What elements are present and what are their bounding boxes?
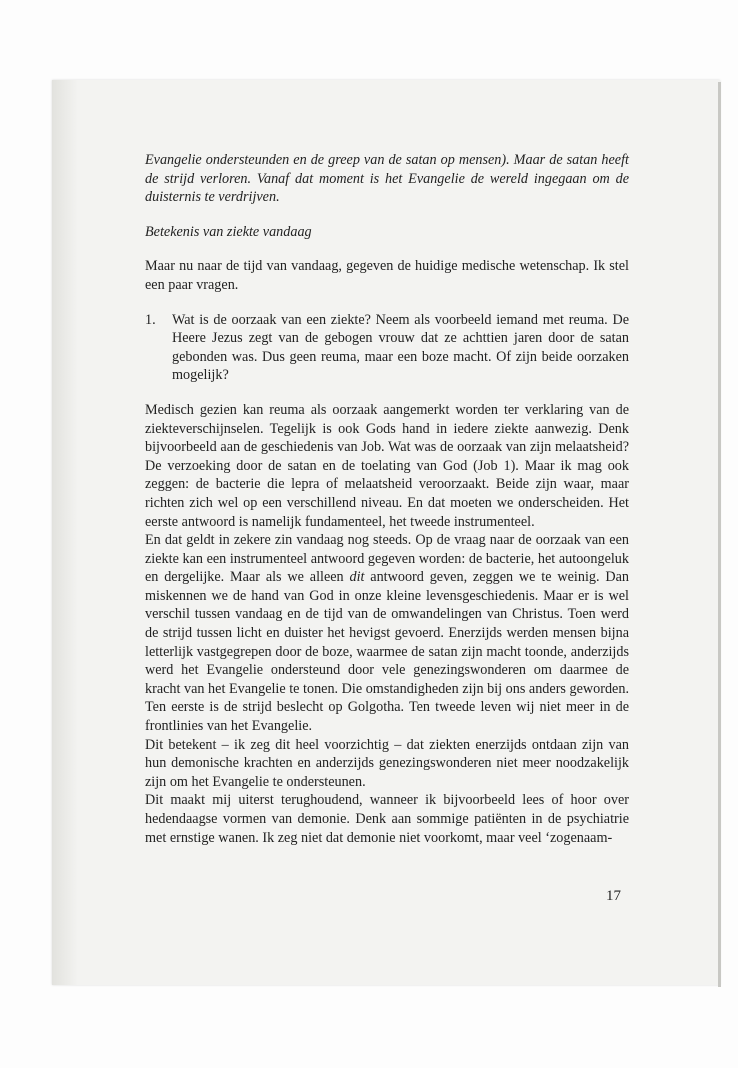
list-item xyxy=(145,311,629,385)
list-item-number: 1. xyxy=(145,311,156,328)
page-spine-shadow xyxy=(52,80,78,985)
page-body xyxy=(145,151,629,847)
paragraph-4: Dit betekent – ik zeg dit heel voorzichtig – dat ziekten enerzijds ontdaan zijn van hun demonische krachten en anderzijds genezingswonderen niet meer noodzakelijk zijn om het Evangelie te ondersteunen. xyxy=(145,736,629,790)
paragraph-3 xyxy=(145,531,629,736)
paragraph-5: Dit maakt mij uiterst terughoudend, wanneer ik bijvoorbeeld lees of hoor over hedendaagse vormen van demonie. Denk aan sommige patiënten in de psychiatrie met ernstige wanen. Ik zeg niet dat demonie niet voorkomt, maar veel ‘zogenaam- xyxy=(145,792,629,846)
paragraph-3-emphasis: dit xyxy=(349,569,365,586)
intro-italic-paragraph: Evangelie ondersteunden en de greep van de satan op mensen). Maar de satan heeft de strijd verloren. Vanaf dat moment is het Evangelie de wereld ingegaan om de duisternis te verdrijven. xyxy=(145,152,629,206)
paragraph-3-before: En dat geldt in zekere zin vandaag nog steeds. Op de vraag naar de oorzaak van een ziekte kan een instrumenteel antwoord gegeven worden: de bacterie, het autoongeluk en dergelijke. Maar als we alleen xyxy=(145,532,629,586)
paragraph-1: Maar nu naar de tijd van vandaag, gegeven de huidige medische wetenschap. Ik stel een paar vragen. xyxy=(145,258,629,293)
list-item-text: Wat is de oorzaak van een ziekte? Neem als voorbeeld iemand met reuma. De Heere Jezus zegt van de gebogen vrouw dat ze achttien jaren door de satan gebonden was. Dus geen reuma, maar een boze macht. Of zijn beide oorzaken mogelijk? xyxy=(172,311,629,384)
paragraph-3-after: antwoord geven, zeggen we te weinig. Dan miskennen we de hand van God in onze kleine levensgeschiedenis. Maar er is wel verschil tussen vandaag en de tijd van de omwandelingen van Christus. Toen werd de strijd tussen licht en duister het hevigst gevoerd. Enerzijds werden mensen bijna letterlijk vastgegrepen door de boze, waarmee de satan zijn macht toonde, anderzijds werd het Evangelie ondersteund door vele genezingswonderen om daarmee de kracht van het Evangelie te tonen. Die omstandigheden zijn bij ons anders geworden. Ten eerste is de strijd beslecht op Golgotha. Ten tweede leven wij niet meer in de frontlinies van het Evangelie. xyxy=(145,569,629,735)
page-number: 17 xyxy=(606,888,621,904)
paragraph-2: Medisch gezien kan reuma als oorzaak aangemerkt worden ter verklaring van de ziekteverschijnselen. Tegelijk is ook Gods hand in iedere ziekte aanwezig. Denk bijvoorbeeld aan de geschiedenis van Job. Wat was de oorzaak van zijn melaatsheid? De verzoeking door de satan en de toelating van God (Job 1). Maar ik mag ook zeggen: de bacterie die lepra of melaatsheid veroorzaakt. Beide zijn waar, maar richten zich wel op een verschillend niveau. En dat moeten we onderscheiden. Het eerste antwoord is namelijk fundamenteel, het tweede instrumenteel. xyxy=(145,401,629,530)
section-subheading: Betekenis van ziekte vandaag xyxy=(145,223,312,240)
page-edge xyxy=(718,82,721,987)
